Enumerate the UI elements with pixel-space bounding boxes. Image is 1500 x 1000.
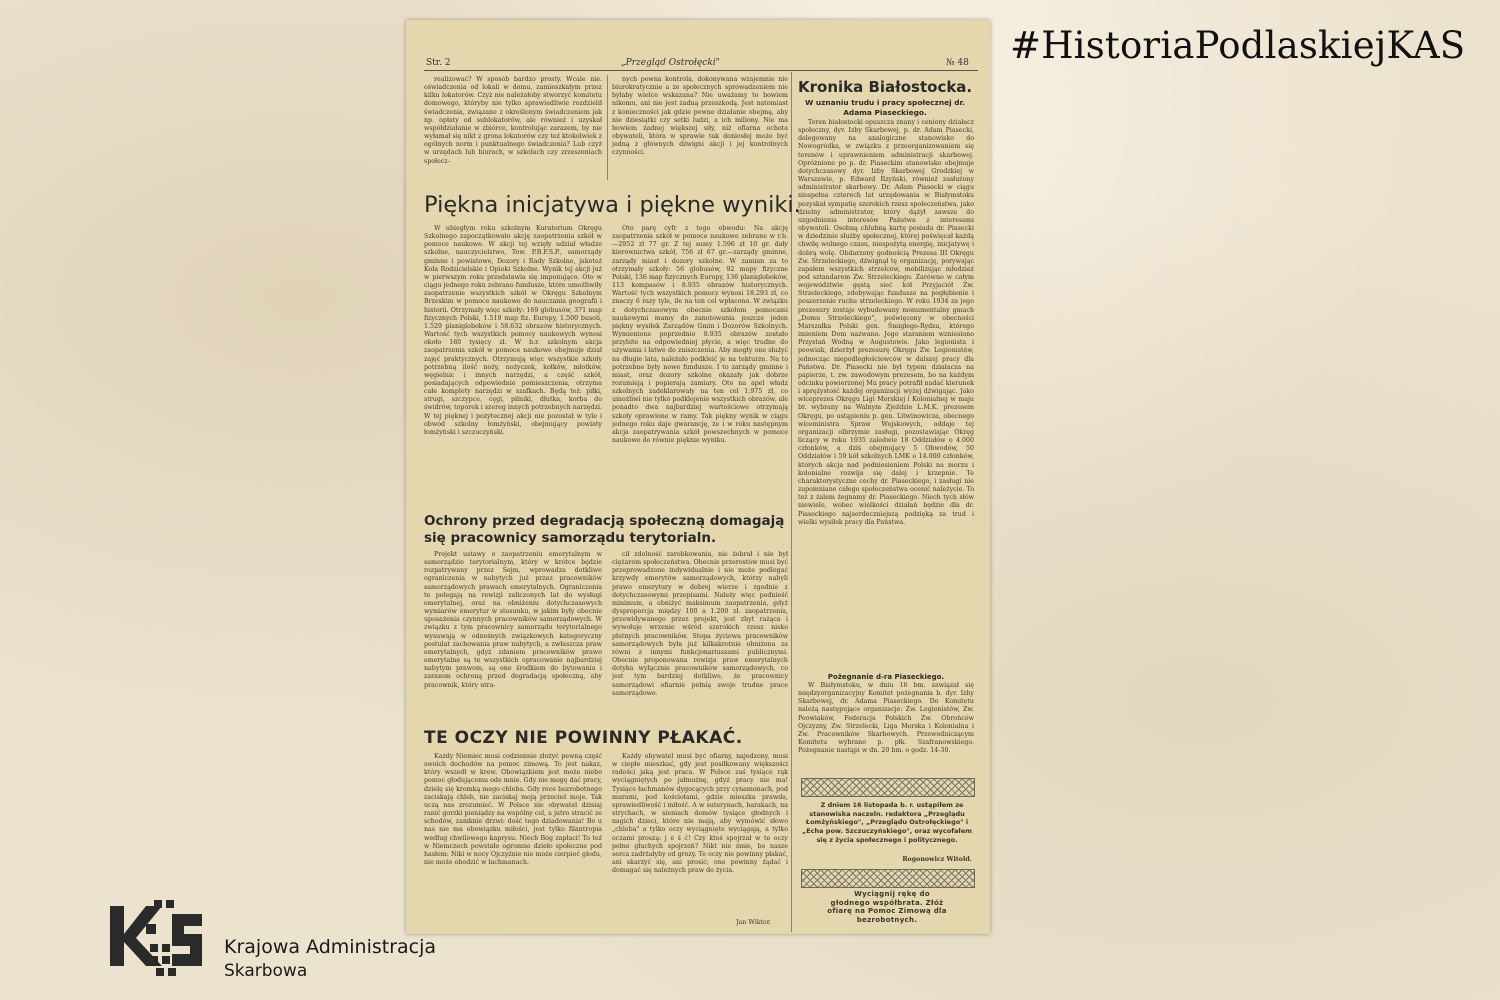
article-column: Oto parę cyfr z tego obwodu: Na akcję zaopatrzenia szkół w pomoce naukowe zebrane w r.b.—2952 zł 77 gr. Z tej sumy 1.596 zł 10 gr. dały kierownictwa szkół, 756 zł 67 gr.—zarządy gminne, zarządy miast i dozory szkolne. W zamian za to otrzymały szkoły: 56 globusów, 92 mapy fizyczne Polski, 136 map fizycznych Europy, 136 planigloboków, 113 kompasów i 8.935 obrazów historycznych. Wartość tych wszystkich pomocy wynosi 18.293 zł, co znaczy 6 razy tyle, ile na ten cel wpłacono. W związku z dotychczasowym obecnie szkołom pomocami naukowymi mamy do zanotowania jeszcze jeden piękny wysiłek Zarządów Gmin i Dozorów Szkolnych. Wymienione poprzednio 8.935 obrazów zostało przybite na odpowiedniej płycie, a więc trudne do używania i łatwe do zniszczenia. Aby mogły one służyć na długie lata, należało podkleić je na tekturze. Na to potrzebne były nowe fundusze. I to zarządy gminne i miast, oraz dozory szkolne okazały jak dobrze rozumieją i popierają zamiary. Oto na apel władz szkolnych zadeklarowały na ten cel 1.975 zł, co umożliwi nie tylko podklejenie wszystkich obrazów, ale ponadto dwa najbardziej wartościowe otrzymają szkoły oprawione w ramy. Tak piękny wynik w ciągu jednego roku daje gwarancję, że i w roku następnym akcja zaopatrywania szkół powszechnych w pomoce naukowe do równie pięknie wyniku. xyxy=(612,225,788,445)
farewell-title: Pożegnanie d-ra Piaseckiego. xyxy=(827,673,945,681)
chronicle-title: Kronika Białostocka. xyxy=(798,78,973,96)
article-column: W ubiegłym roku szkolnym Kuratorium Okręgu Szkolnego zapoczątkowało akcję zaopatrzenia szkół w pomoce naukowe. W akcji tej wzięły udział władze szkolne, nauczycielstwo, Tow. P.B.F.S.P., samorządy gminne i powiatowe, Dozory i Rady Szkolne, jakoteż Koła Rodzicielskie i Opieki Szkolne. Wynik tej akcji już w pierwszym roku przedstawia się imponująco. Oto w ciągu jednego roku zebrano fundusze, które umożliwiły zaopatrzenie wszystkich szkół w Okręgu Szkolnym Brzeskim w pomoce naukowe do nauczania geografii i historii. Otrzymały więc szkoły: 169 globusów, 371 map fizycznych Polski, 1.519 map fiz. Europy, 1.500 busoli, 1.529 planigloboków i 58.632 obrazów historycznych. Wartość tych wszystkich pomocy naukowych wynosi około 180 tysięcy zł. W b.r. szkolnym akcja zaopatrzenia szkół w pomoce naukowe obejmuje dział zajęć praktycznych. Otrzymują więc wszystkie szkoły potrzebną ilość noży, nożyczek, kołków, młotków, węgielnic i innych narzędzi, a część szkół, posiadających odpowiednie pomieszczenia, otrzyma całe komplety narzędzi w szafkach. Będą też: piłki, strugi, szczypce, cęgi, pilniki, dłutka, korba do świdrów, topórek i szereg innych potrzebnych narzędzi. W tej pięknej i pożytecznej akcji nie pozostał w tyle i obwód szkolny łomżyński, obejmujący powiaty łomżyński i szczuczyński. xyxy=(424,225,602,436)
article-headline: TE OCZY NIE POWINNY PŁAKAĆ. xyxy=(424,728,743,748)
farewell-text: W Białymstoku, w dniu 16 bm. zawiązał się międzyorganizacyjny Komitet pożegnania b. dyr. Izby Skarbowej, dr. Adama Piaseckiego. Do Komitetu należą następujące organizacje: Zw. Legionistów, Zw. Peowiaków, Federacja Polskich Zw. Obrońców Ojczyzny, Zw. Strzelecki, Liga Morska i Kolonialna i Zw. Pracowników Skarbowych. Przewodniczącym Komitetu wybrano p. płk. Szafranowskiego. Pożegnanie nastąpi w dn. 20 bm. o godz. 14-30. xyxy=(798,682,974,755)
continuation-text-left: realizować? W sposób bardzo prosty. Wcale nie. oświadczenia od lokali w domu, zamieszkałym przez kilku lokatorów. Czyż nie należałoby stworzyć komitetu domowego, któryby nie tylko sprawiedliwie rozdzielił świadczenia, związane z określonym świadczeniem jak np. opłaty od sublokatorów, ale również i uzyskał współdziałanie w zbiórce, kontrolując zarazem, by nie wyłamał się nikt z grona lokatorów czy też ktokolwiek z ogólnych norm i punktualnego świadczenia? Lub czyż w urzędach lub biurach, w szkołach czy zrzeszeniach społecz- xyxy=(424,76,602,165)
kas-logo-icon xyxy=(110,900,210,978)
article-column: Każdy obywatel musi być ofiarny, najedzony, musi w ciepłe mieszkać, gdy jest posiłkowany większości radości jaką jest praca. W Polsce zaś tysiące rąk wyciągniętych po jałmużnę, gdyż pracy nie ma! Tysiące łachmanów dygocących przy cynamonach, pod murami, pod kościołami, gdzie mieszka prawda, sprawiedliwość i miłość. A w suterynach, barakach, na strychach, w sieniach domów tysiące głodnych i nagich dzieci, które nie mają, aby wymówić słowo „chleba" a tylko oczy wyciągnięte wyciągają, a tylko oczami proszą: j e ś ć! Czy ktoś spojrzał w te oczy pełne głuchych spojrzeń? Nikt nie śmie, bo nasze serca zadrżałyby od grozy. Te oczy nie powinny płakać, ani skarżyć się, ani prosić; one powinny żądać i domagać się należnych praw do życia. xyxy=(612,753,788,875)
article-column: cił zdolność zarobkowania, nie żebrał i nie był ciężarem społeczeństwa. Obecnie przerostów musi być przeprowadzone indywidualnie i nie może podlegać krzywdy emerytów samorządowych, którzy nabyli prawo emerytury w dobrej wierze i zgodnie z dotychczasowymi przepisami. Należy więc podnieść minimum, a obniżyć maksimum zaopatrzenia, gdyż dysproporcja między 100 a 1.200 zł. zaopatrzenia, przewidywanego przez projekt, jest zbyt rażąca i wywołuje wrzenie wśród szerokich rzesz nisko płatnych pracowników. Stopa życiowa pracowników samorządowych była już kilkakrotnie obniżona za równi z innymi funkcjonariuszami publicznymi. Obecnie proponowana rewizja praw emerytalnych dotyka wyłącznie pracowników samorządowych, co jest tym bardziej dotkliwe, że pracownicy samorządowi ofiarnie pełnią swoje trudne prace samorządowe. xyxy=(612,551,788,697)
newspaper-page xyxy=(406,20,990,934)
ornament-divider xyxy=(801,778,975,797)
issue-number: № 48 xyxy=(946,58,969,68)
hashtag-title: #HistoriaPodlaskiejKAS xyxy=(1010,24,1466,67)
brand-name-line1: Krajowa Administracja xyxy=(224,936,437,958)
chronicle-text: Teren białostocki opuszcza znany i ceniony działacz społeczny, dyr. Izby Skarbowej, p. dr. Adam Piasecki, delegowany na analogiczne stanowisko do Nowogródka, w związku z przeorganizowaniem się terenów i uprawnieniem administracji skarbowej. Opróżnione po p. dr. Piaseckim stanowisko obejmuje dotychczasowy dyr. Izby Skarbowej Grodzkiej w Warszawie, p. Edward Rzyński, również zasłużony administrator skarbowy. Dr. Adam Piasecki w ciągu niespełna czterech lat urzędowania w Białymstoku pozyskał sympatię szerokich rzesz społeczeństwa, jako dzielny administrator, który dążył zawsze do uzgodnienia interesów Państwa z interesami obywateli. Osobną chlubną kartę posiada dr. Piasecki w dziedzinie służby społecznej, której poświęcał każdą chwilę wolnego czasu, niespożytą energię, inicjatywę i dobrą wolę. Obdarzony godnością Prezesa III Okręgu Zw. Strzeleckiego, dźwignął tę organizację, porywając zapałem wszystkich strzelców, mobilizując młodzież pod sztandarem Zw. Strzeleckiego. Zarówno w całym województwie gęstą sieć kół Przyjaciół Zw. Strzeleckiego, zdobywając fundusze na pogłębienie i poszerzenie ruchu strzeleckiego. W roku 1934 za jego prezesury zostaje wybudowany monumentalny gmach „Domu Strzeleckiego", poświęcony w obecności Marszałka Polski gen. Śmigłego-Rydza, którego imieniem Dom nazwano. Jego staraniem wzniesiono Przystań Wodną w Augustowie. Jako legionista i peowiak, dzierżył prezesurę Okręgu Zw. Legionistów, jednocząc niepodległościowców w dalszej pracy dla Państwa. Dr. Piasecki nie był typem działacza na papierze, t. zw. zawodowym prezesem, bo na każdym odcinku powierzonej Mu pracy potrafił nadać kierunek i sprężystość każdej organizacji wyżej dźwigając. Jako wiceprezes Okręgu Ligi Morskiej i Kolonialnej w maju br. wybrany na Walnym Zjeździe L.M.K. prezesem Okręgu, po ustąpieniu p. gen. Litwinowicza, obecnego wiceministra Spraw Wojskowych, oddaje tej organizacji olbrzymie zasługi, pozostawiając Okręg liczący w roku 1935 zaledwie 18 Oddziałów o 4.000 członków, a dziś obejmujący 5 Obwodów, 50 Oddziałów i 59 kół szkolnych LMK o 14.000 członków, których akcja nad podniesieniem Polski na morzu i kolonialne rozwija się dalej i krzepnie. Te charakterystyczne cechy dr. Piaseckiego, i zasługi nie zapomniane całego społeczeństwa ocenić należycie. To też z żalem żegnamy dr. Piaseckiego. Niech tych słów niewiele, wobec wielkości działań będzie dla dr. Piaseckiego najserdeczniejszą podzięką za trud i wielki wysiłek pracy dla Państwa. xyxy=(798,119,974,526)
winter-aid-appeal: Wyciągnij rękę do głodnego współbrata. Złóż ofiarę na Pomoc Zimową dla bezrobotnych. xyxy=(827,890,947,924)
article-signature: Jan Wiktor. xyxy=(736,919,772,926)
notice-signature: Rogonowicz Witold. xyxy=(902,856,972,863)
article-column: Każdy Niemiec musi codziennie złożyć pewną część swoich dochodów na pomoc zimową. To jest nakaz, który wszedł w krew. Obowiązkiem jest może niebo pomoc głodującemu ode mnie. Gdy nie mogę dać pracy, dzielę się kromką mego chleba. Gdy rece bezrobotnego zaciskają chleb, nie zaciskaj moją przecież moje. Tak uczą nas zrozumieć. W Polsce nie obywatel dzisiaj ranić gorzki pieniądzy na wspólny cel, a jutro stracić ze schodów, zamknie drzwi: dość tego dziadowania! Bo u nas nie ma obowiązku miłości, jest tylko filantropia według chwilowego kaprysu. Niech Bóg zapłaci! To też w Niemczech powstało ogromne dzieło społeczne pod hasłem: Niki w nocy Ojczyźnie nie może cierpieć głodu, nie może obodzić w łachmanach. xyxy=(424,753,602,867)
newspaper-title: „Przegląd Ostrołęcki" xyxy=(621,58,720,68)
continuation-text-middle: nych pewna kontrola, dokonywana wzajemnie nie biurokratycznie a ze społecznych sprowadzeniem nie byłaby wielce wskazana? Nie uważamy to bowiem nikomu, ani nie jest żadną przeszkodą. Jest natomiast z konieczności jak gdzie pewne działanie obejmą, aby nie dziesiątki czy setki ludzi, a ich miliony. Nie ma bowiem żadnej większej siły, niż ofiarna ochota obywateli, która w sprawie tak doniosłej może być jedną z głównych dźwigni akcji i jej kontrolnych czynności. xyxy=(612,76,788,157)
brand-name-line2: Skarbowa xyxy=(224,961,308,981)
chronicle-subtitle: W uznaniu trudu i pracy społecznej dr. Adama Piaseckiego. xyxy=(805,98,965,117)
column-divider xyxy=(607,75,608,180)
article-column: Projekt ustawy o zaopatrzeniu emerytalnym w samorządzie terytorialnym, który w krótce będzie rozpatrywany przez Sejm, wprowadza dotkliwe ograniczenia w nabytych już przez pracowników samorządowych prawach emerytalnych. Ograniczenia te polegają na rewizji zaliczonych lat do wysługi emerytalnej, oraz na obniżeniu dotychczasowych wymiarów emerytur w stosunku, w jakim były obecnie uposażenia czynnych pracowników samorządowych. W związku z tym pracownicy samorządu terytorialnego wysuwają w odnośnych związkowych kategoryczny postulat zachowania praw nabytych, a zwłaszcza praw emerytalnych, gdyż zdaniem pracowników prawo emerytalne są te wszystkich opracowanie najbardziej nabytym prawom, są one środkiem do bytowania i zarazem ochroną przed degradacją społeczną, aby pracownik, który utra- xyxy=(424,551,602,689)
header-rule xyxy=(424,70,978,71)
ornament-divider xyxy=(801,869,975,888)
article-headline: Piękna inicjatywa i piękne wyniki. xyxy=(424,192,801,218)
article-headline: Ochrony przed degradacją społeczną domagają się pracownicy samorządu terytorialn. xyxy=(424,513,785,546)
editor-notice: Z dniem 16 listopada b. r. ustąpiłem ze stanowiska naczeln. redaktora „Przeglądu Łomżyńskiego", „Przeglądu Ostrołęckiego" i „Echa pow. Szczuczyńskiego", oraz wycofałem się z życia społecznego i politycznego. xyxy=(801,801,973,844)
page-number: Str. 2 xyxy=(426,58,451,68)
